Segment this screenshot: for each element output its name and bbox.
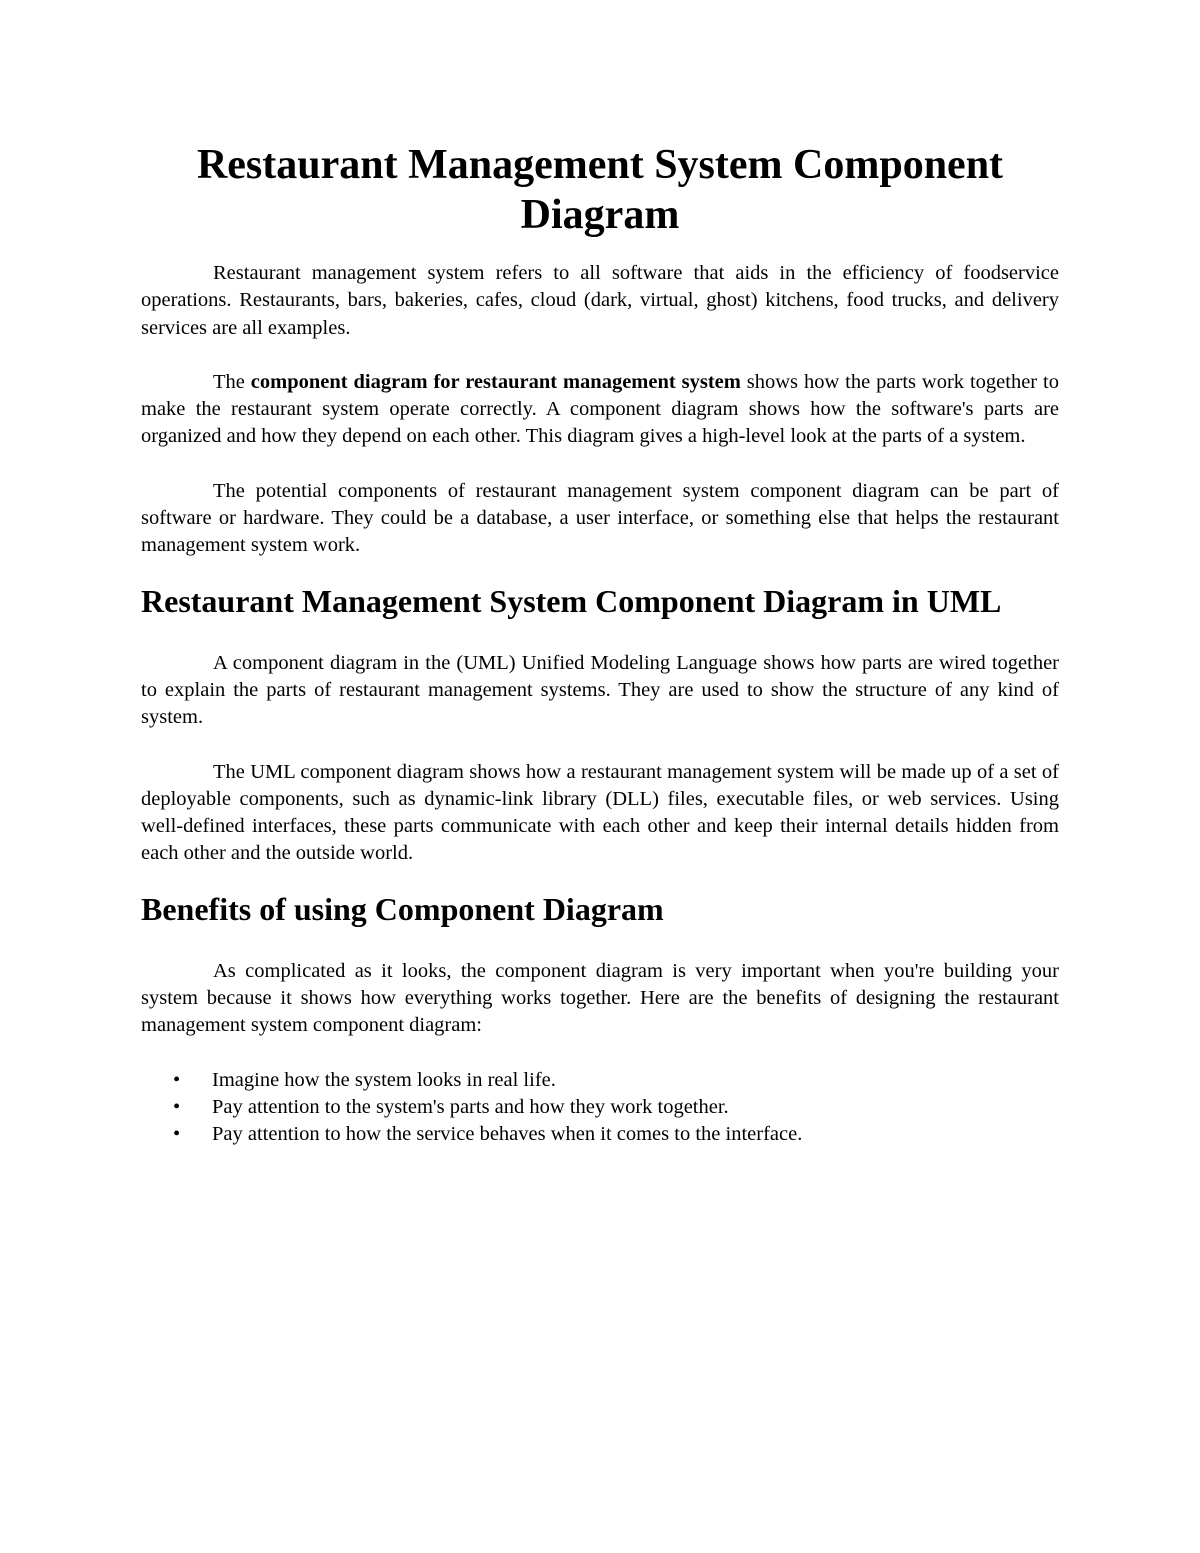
list-item bbox=[141, 1121, 1059, 1148]
document-page bbox=[141, 140, 1059, 1149]
benefits-list bbox=[141, 1067, 1059, 1149]
component-paragraph-lead: The bbox=[213, 370, 251, 393]
potential-components-paragraph: The potential components of restaurant management system component diagram can be part of software or hardware. They could be a database, a user interface, or something else that helps the restaurant management system work. bbox=[141, 479, 1059, 557]
bullet-icon: • bbox=[173, 1068, 181, 1091]
component-paragraph bbox=[141, 369, 1059, 451]
component-paragraph-rest: shows how the parts work together to make the restaurant system operate correctly. A component diagram shows how the software's parts are organized and how they depend on each other. This diagram gives a high-level look at the parts of a system. bbox=[141, 370, 1059, 448]
list-item bbox=[141, 1094, 1059, 1121]
uml-section-heading: Restaurant Management System Component Diagram in UML bbox=[141, 582, 1002, 619]
benefits-section-heading: Benefits of using Component Diagram bbox=[141, 890, 664, 927]
list-item-text: Imagine how the system looks in real life. bbox=[212, 1068, 556, 1091]
document-title: Restaurant Management System Component Diagram bbox=[196, 142, 1004, 238]
list-item-text: Pay attention to the system's parts and how they work together. bbox=[212, 1095, 729, 1118]
bullet-icon: • bbox=[173, 1123, 181, 1146]
component-paragraph-bold: component diagram for restaurant management system bbox=[250, 370, 741, 393]
benefits-paragraph: As complicated as it looks, the component diagram is very important when you're building your system because it shows how everything works together. Here are the benefits of designing the restaurant management system component diagram: bbox=[141, 959, 1059, 1037]
uml-paragraph-2: The UML component diagram shows how a restaurant management system will be made up of a set of deployable components, such as dynamic-link library (DLL) files, executable files, or web services. Using well-defined interfaces, these parts communicate with each other and keep their internal details hidden from each other and the outside world. bbox=[141, 760, 1059, 865]
list-item-text: Pay attention to how the service behaves when it comes to the interface. bbox=[212, 1123, 803, 1146]
list-item bbox=[141, 1067, 1059, 1094]
bullet-icon: • bbox=[173, 1095, 181, 1118]
uml-paragraph-1: A component diagram in the (UML) Unified Modeling Language shows how parts are wired together to explain the parts of restaurant management systems. They are used to show the structure of any kind of system. bbox=[141, 651, 1059, 729]
intro-paragraph: Restaurant management system refers to all software that aids in the efficiency of foodservice operations. Restaurants, bars, bakeries, cafes, cloud (dark, virtual, ghost) kitchens, food trucks, and delivery services are all examples. bbox=[141, 262, 1059, 339]
